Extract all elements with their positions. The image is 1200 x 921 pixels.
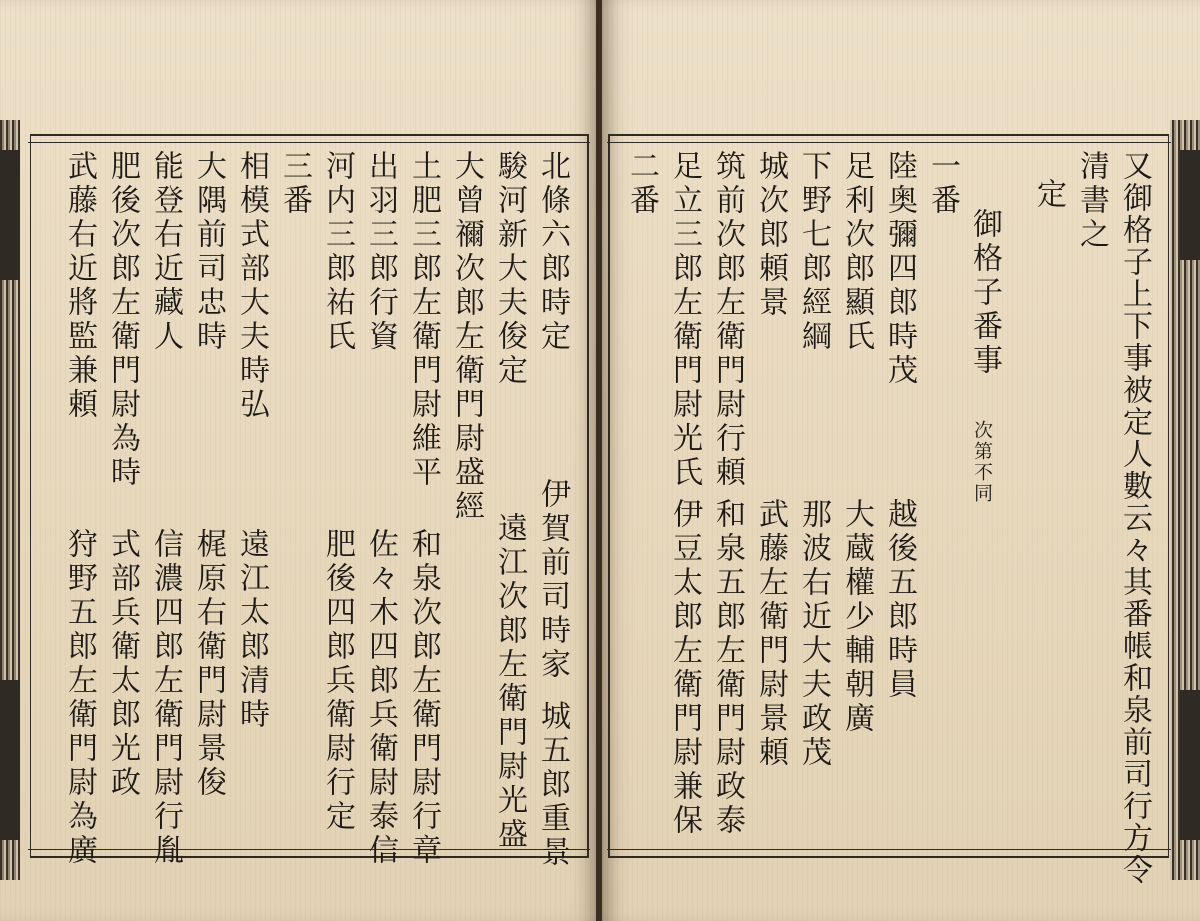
left-col-1-top: 北條六郎時定 bbox=[535, 150, 570, 354]
left-col-12-bottom: 狩野五郎左衛門尉為廣 bbox=[62, 528, 97, 868]
right-col-4-note: 次第不同 bbox=[971, 420, 993, 504]
left-col-11-top: 肥後次郎左衛門尉為時 bbox=[105, 150, 140, 490]
right-col-6-top: 陸奥彌四郎時茂 bbox=[882, 150, 917, 388]
left-page-edge-tab-lower bbox=[0, 680, 20, 840]
right-col-2: 清書之 bbox=[1074, 150, 1109, 252]
left-col-5-bottom: 佐々木四郎兵衛尉泰信 bbox=[363, 528, 398, 868]
right-col-8-bottom: 那波右近大夫政茂 bbox=[796, 498, 831, 770]
right-page bbox=[602, 0, 1200, 921]
left-col-11-bottom: 式部兵衛太郎光政 bbox=[105, 528, 140, 800]
left-col-10-bottom: 信濃四郎左衛門尉行胤 bbox=[148, 528, 183, 868]
left-col-8-top: 相模式部大夫時弘 bbox=[234, 150, 269, 422]
right-col-11-top: 足立三郎左衛門尉光氏 bbox=[667, 150, 702, 490]
right-col-12-heading: 二番 bbox=[624, 150, 659, 218]
left-col-7-heading: 三番 bbox=[277, 150, 312, 218]
left-col-10-top: 能登右近藏人 bbox=[148, 150, 183, 354]
right-col-5-heading: 一番 bbox=[925, 150, 960, 218]
right-col-6-bottom: 越後五郎時員 bbox=[882, 498, 917, 702]
left-col-6-bottom: 肥後四郎兵衛尉行定 bbox=[320, 528, 355, 834]
left-col-5-top: 出羽三郎行資 bbox=[363, 150, 398, 354]
left-col-4-top: 土肥三郎左衛門尉維平 bbox=[406, 150, 441, 490]
right-col-1: 又御格子上下事被定人數云々其番帳和泉前司行方令 bbox=[1117, 150, 1152, 886]
right-col-9-bottom: 武藤左衛門尉景頼 bbox=[753, 498, 788, 770]
left-col-4-bottom: 和泉次郎左衛門尉行章 bbox=[406, 528, 441, 868]
left-col-8-bottom: 遠江太郎清時 bbox=[234, 528, 269, 732]
right-col-11-bottom: 伊豆太郎左衛門尉兼保 bbox=[667, 498, 702, 838]
left-col-3-top: 大曾禰次郎左衛門尉盛經 bbox=[449, 150, 484, 524]
left-col-9-bottom: 梶原右衛門尉景俊 bbox=[191, 528, 226, 800]
right-col-10-bottom: 和泉五郎左衛門尉政泰 bbox=[710, 498, 745, 838]
left-col-9-top: 大隅前司忠時 bbox=[191, 150, 226, 354]
right-page-edge-tab-lower bbox=[1180, 690, 1200, 840]
left-col-2-bottom: 遠江次郎左衛門尉光盛 bbox=[492, 512, 527, 852]
right-col-10-top: 筑前次郎左衛門尉行頼 bbox=[710, 150, 745, 490]
right-col-9-top: 城次郎頼景 bbox=[753, 150, 788, 320]
left-col-2-top: 駿河新大夫俊定 bbox=[492, 150, 527, 388]
right-col-3: 定 bbox=[1031, 178, 1066, 212]
right-col-4: 御格子番事 bbox=[967, 208, 1002, 378]
left-col-6-top: 河内三郎祐氏 bbox=[320, 150, 355, 354]
right-col-7-top: 足利次郎顯氏 bbox=[839, 150, 874, 354]
left-page bbox=[0, 0, 598, 921]
left-col-1-mid: 伊賀前司時家 bbox=[535, 478, 570, 682]
right-page-edge-tab bbox=[1180, 150, 1200, 260]
left-col-1-bottom: 城五郎重景 bbox=[535, 700, 570, 870]
left-col-12-top: 武藤右近將監兼頼 bbox=[62, 150, 97, 422]
right-col-8-top: 下野七郎經綱 bbox=[796, 150, 831, 354]
left-page-edge-tab bbox=[0, 150, 20, 280]
right-col-7-bottom: 大蔵權少輔朝廣 bbox=[839, 498, 874, 736]
